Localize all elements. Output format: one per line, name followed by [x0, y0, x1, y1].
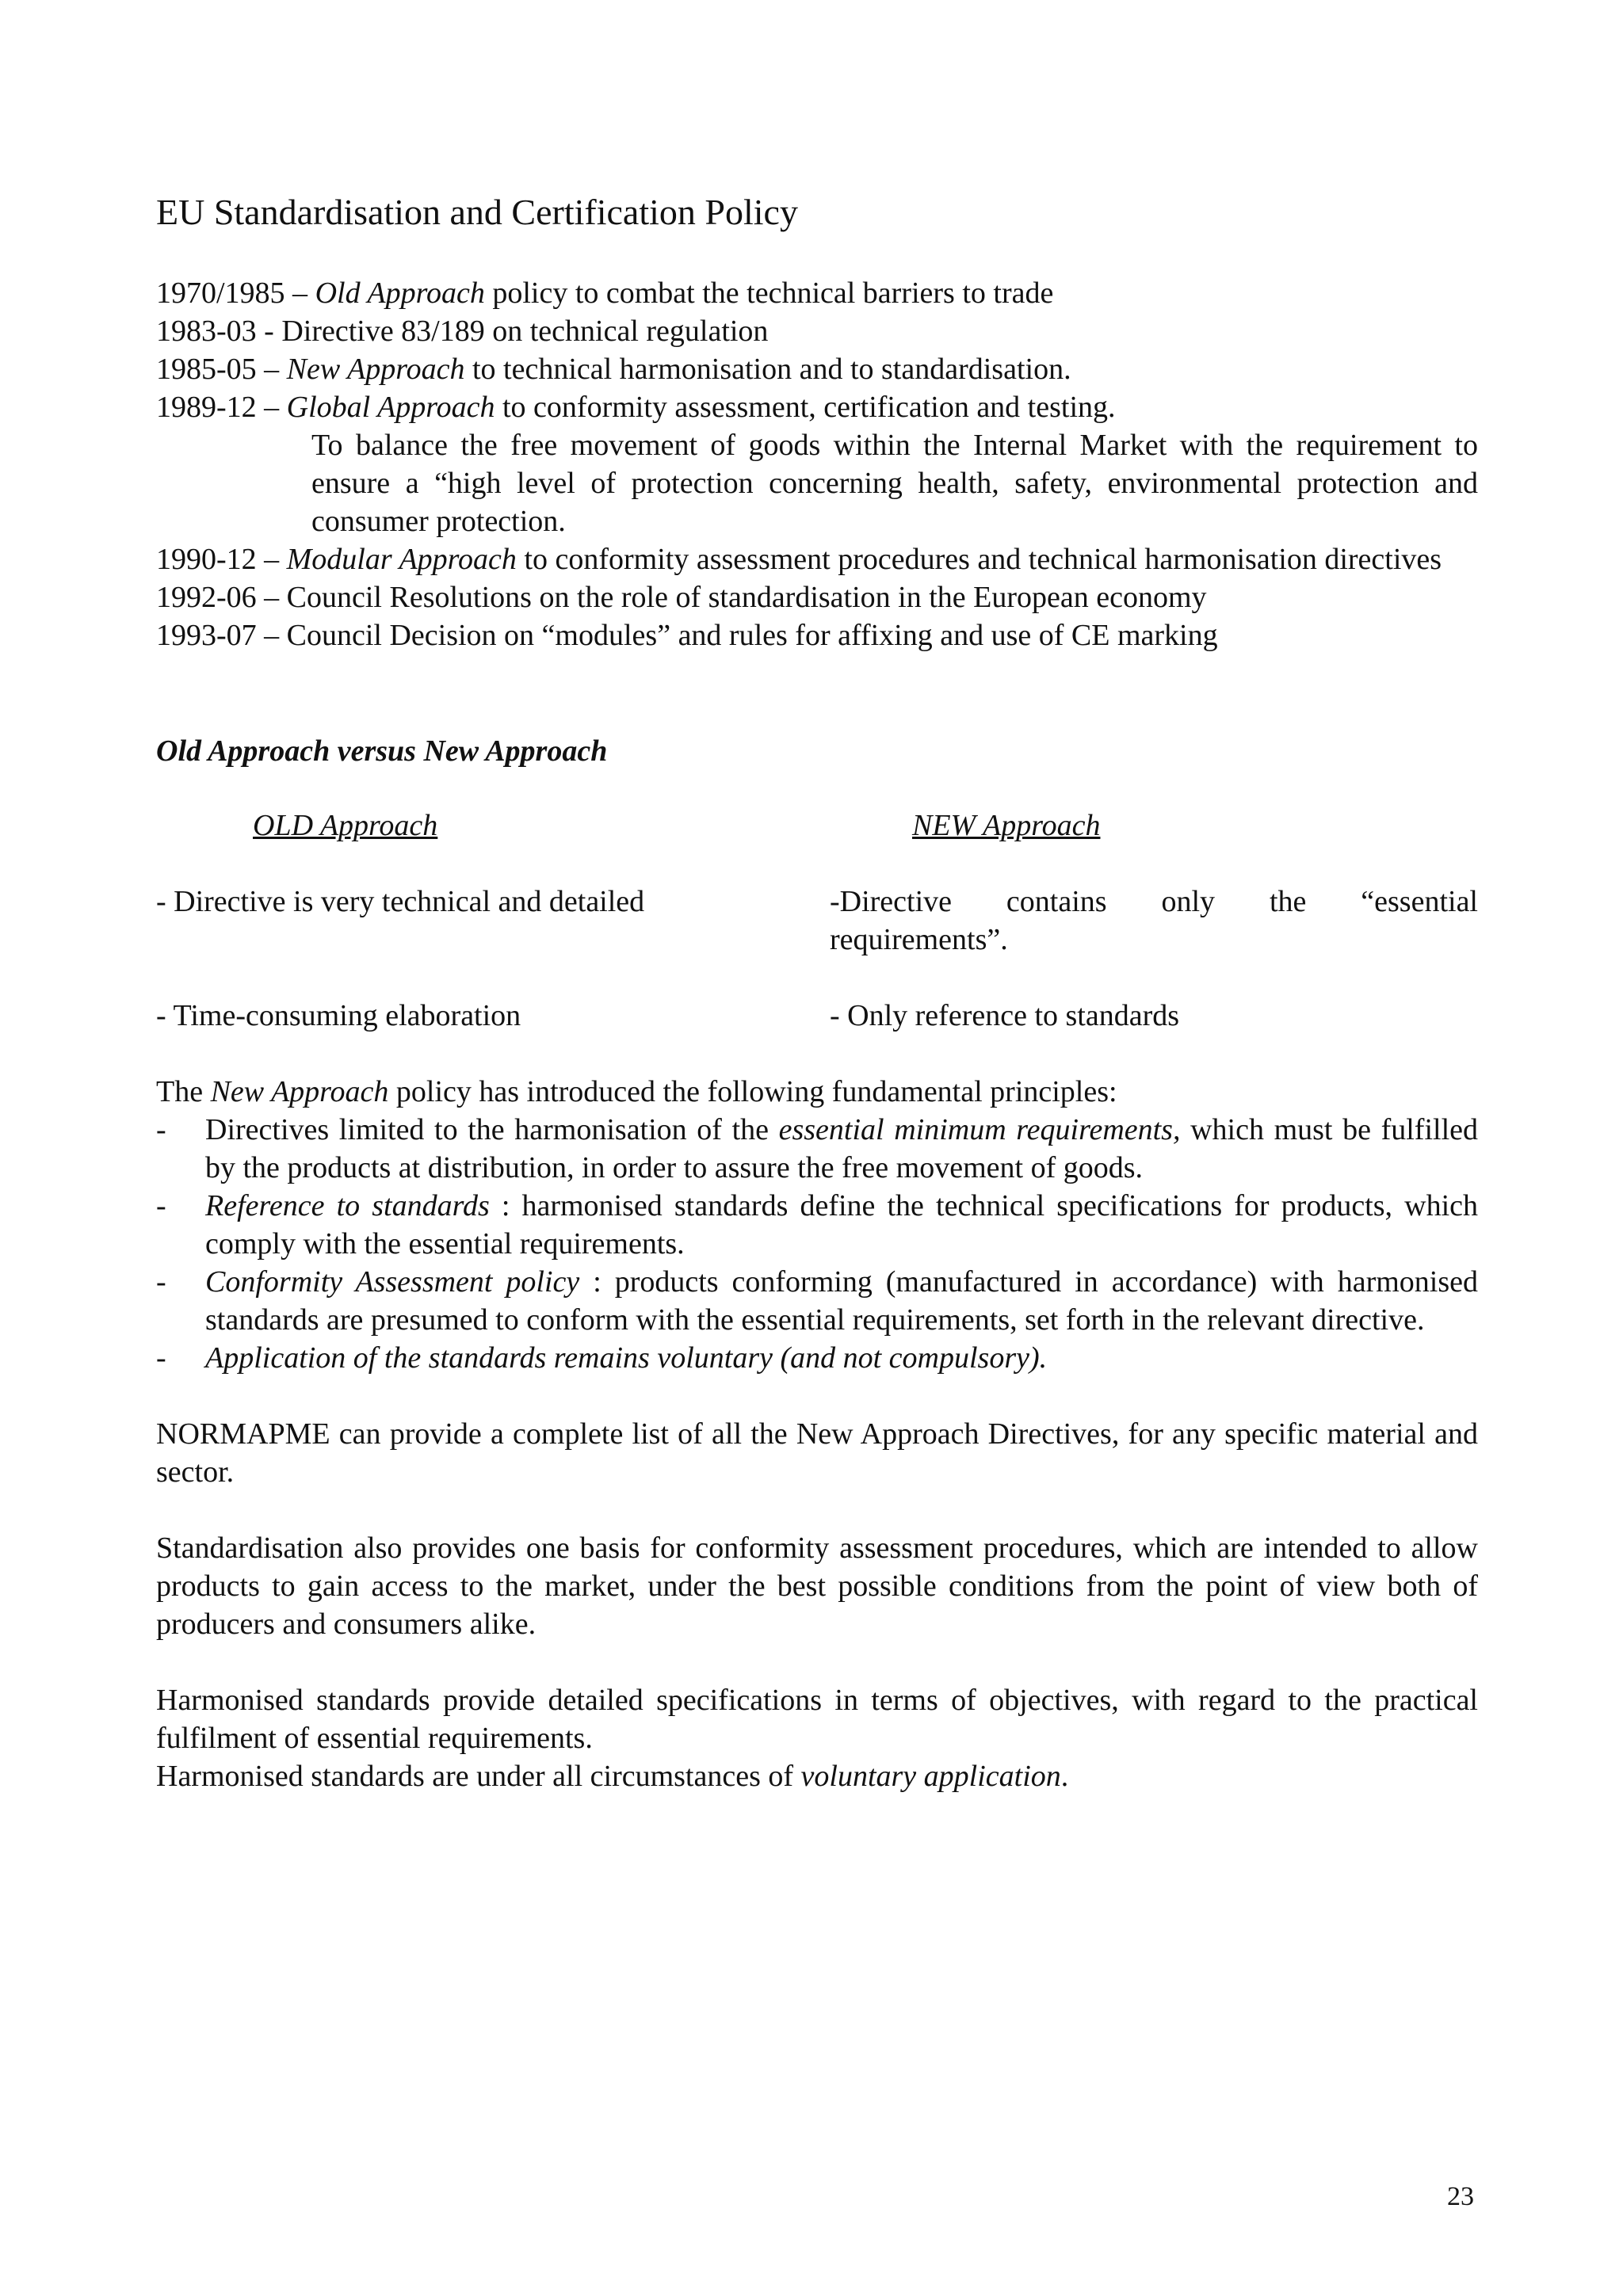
principles-intro — [156, 1073, 1478, 1111]
list-item — [156, 1339, 1478, 1377]
bullet-dash: - — [156, 1189, 166, 1222]
timeline-term: Global Approach — [286, 391, 495, 424]
timeline-date: 1983-03 - — [156, 315, 282, 348]
bullet-dash: - — [156, 1341, 166, 1375]
item-emphasis: Application of the standards remains voluntary (and not compulsory). — [205, 1341, 1048, 1375]
new-approach-label: NEW Approach — [912, 809, 1101, 842]
old-approach-label: OLD Approach — [253, 809, 438, 842]
timeline-item — [156, 616, 1478, 654]
principles-list — [156, 1111, 1478, 1377]
bullet-dash: - — [156, 1265, 166, 1299]
timeline-item — [156, 350, 1478, 388]
timeline-item — [156, 540, 1478, 578]
harmonised-text-part: . — [1060, 1760, 1069, 1793]
timeline-date: 1970/1985 – — [156, 277, 315, 310]
new-approach-cell — [830, 997, 1478, 1035]
global-approach-note: To balance the free movement of goods within the Internal Market with the requirement to ensure a “high level of protection concerning health, safety, environmental protection and consumer protection. — [311, 429, 1478, 538]
timeline-item — [156, 388, 1478, 426]
timeline-item — [156, 578, 1478, 616]
page-number: 23 — [1447, 2182, 1474, 2211]
page-title: EU Standardisation and Certification Policy — [156, 192, 798, 232]
new-approach-line: -Directive contains only the “essential — [830, 885, 1478, 918]
item-text: : harmonised standards define the technical specifications for products, which comply with the essential requirements. — [205, 1189, 1478, 1261]
item-text: which must be fulfilled by the products at distribution, in order to assure the free movement of goods. — [205, 1113, 1479, 1184]
timeline-text: to conformity assessment procedures and technical harmonisation directives — [516, 543, 1442, 576]
list-item — [156, 1187, 1478, 1263]
item-emphasis: Reference to standards — [205, 1189, 490, 1222]
intro-text: policy has introduced the following fundamental principles: — [388, 1075, 1117, 1108]
standardisation-paragraph: Standardisation also provides one basis for conformity assessment procedures, which are intended to allow products to gain access to the market, under the best possible conditions from the point of view both of producers and consumers alike. — [156, 1531, 1478, 1641]
timeline-date: 1989-12 – — [156, 391, 287, 424]
bullet-dash: - — [156, 1113, 166, 1146]
timeline-date: 1990-12 – — [156, 543, 287, 576]
harmonised-paragraph — [156, 1681, 1478, 1795]
timeline-text: Council Resolutions on the role of standardisation in the European economy — [286, 581, 1207, 614]
timeline-item — [156, 274, 1478, 312]
new-approach-line: requirements”. — [830, 923, 1008, 956]
comparison-row — [156, 883, 1478, 959]
timeline-date: 1985-05 – — [156, 353, 287, 386]
list-item — [156, 1263, 1478, 1339]
harmonised-text: Harmonised standards provide detailed specifications in terms of objectives, with regard to the practical fulfilment of essential requirements. — [156, 1684, 1478, 1755]
harmonised-text-part: Harmonised standards are under all circumstances of — [156, 1760, 801, 1793]
timeline-text: to conformity assessment, certification and testing. — [495, 391, 1116, 424]
comparison-heading: Old Approach versus New Approach — [156, 734, 608, 768]
intro-text: The — [156, 1075, 211, 1108]
timeline-term: New Approach — [286, 353, 465, 386]
item-emphasis: Conformity Assessment policy — [205, 1265, 580, 1299]
timeline-text: Council Decision on “modules” and rules for affixing and use of CE marking — [286, 619, 1218, 652]
old-approach-cell: - Directive is very technical and detailed — [156, 885, 645, 918]
item-text: Directives limited to the harmonisation of the — [205, 1113, 779, 1146]
normapme-paragraph: NORMAPME can provide a complete list of all the New Approach Directives, for any specific material and sector. — [156, 1417, 1478, 1489]
timeline-date: 1993-07 – — [156, 619, 287, 652]
new-approach-cell — [830, 883, 1478, 959]
comparison-header — [156, 807, 1478, 845]
item-emphasis: essential minimum requirements, — [778, 1113, 1181, 1146]
document-page — [156, 190, 1478, 1795]
old-approach-cell: - Time-consuming elaboration — [156, 999, 521, 1032]
list-item — [156, 1111, 1478, 1187]
timeline-text: policy to combat the technical barriers to trade — [484, 277, 1054, 310]
timeline — [156, 274, 1478, 654]
new-approach-line: - Only reference to standards — [830, 999, 1180, 1032]
comparison-row — [156, 997, 1478, 1035]
item-text: : products conforming (manufactured in accordance) with harmonised standards are presumed to conform with the essential requirements, set forth in the relevant directive. — [205, 1265, 1478, 1337]
harmonised-text — [156, 1757, 1478, 1795]
timeline-date: 1992-06 – — [156, 581, 287, 614]
timeline-term: Old Approach — [315, 277, 485, 310]
intro-term: New Approach — [210, 1075, 389, 1108]
timeline-text: to technical harmonisation and to standardisation. — [464, 353, 1071, 386]
timeline-term: Modular Approach — [286, 543, 517, 576]
harmonised-emphasis: voluntary application — [800, 1760, 1061, 1793]
timeline-item — [156, 312, 1478, 350]
timeline-text: Directive 83/189 on technical regulation — [281, 315, 769, 348]
